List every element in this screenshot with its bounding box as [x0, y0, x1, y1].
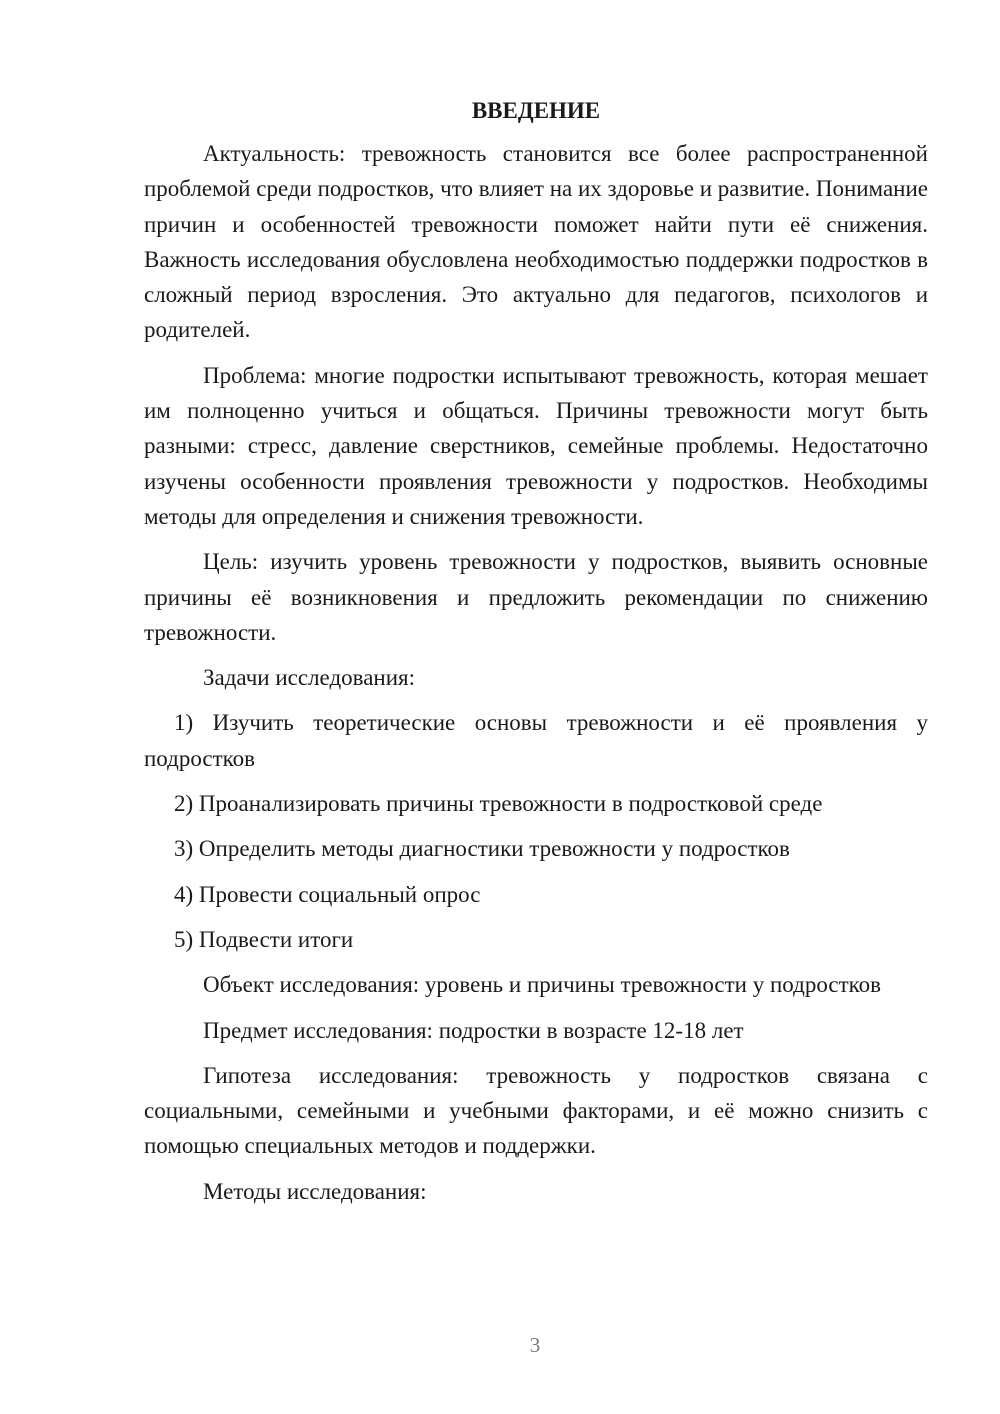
task-item: 2) Проанализировать причины тревожности в подростковой среде [174, 791, 823, 817]
task-item: 3) Определить методы диагностики тревожности у подростков [174, 836, 790, 862]
methods-heading: Методы исследования: [203, 1178, 427, 1204]
subject-paragraph: Предмет исследования: подростки в возрасте 12-18 лет [203, 1017, 744, 1043]
page-number: 3 [529, 1333, 541, 1357]
section-title: ВВЕДЕНИЕ [471, 98, 601, 123]
task-item: 5) Подвести итоги [174, 926, 354, 952]
task-item: 4) Провести социальный опрос [174, 881, 481, 907]
goal-paragraph: Цель: изучить уровень тревожности у подростков, выявить основные причины её возникновения и предложить рекомендации по снижению тревожности. [144, 549, 928, 645]
task-item: 1) Изучить теоретические основы тревожности и её проявления у подростков [144, 710, 928, 771]
tasks-heading: Задачи исследования: [203, 665, 416, 691]
relevance-paragraph: Актуальность: тревожность становится все более распространенной проблемой среди подростков, что влияет на их здоровье и развитие. Понимание причин и особенностей тревожности поможет найти пути её снижения. Важность исследования обусловлена необходимостью поддержки подростков в сложный период взросления. Это актуально для педагогов, психологов и родителей. [144, 141, 928, 343]
hypothesis-paragraph: Гипотеза исследования: тревожность у подростков связана с социальными, семейными и учебными факторами, и её можно снизить с помощью специальных методов и поддержки. [144, 1062, 928, 1159]
document-body [144, 93, 928, 1219]
problem-paragraph: Проблема: многие подростки испытывают тревожность, которая мешает им полноценно учиться и общаться. Причины тревожности могут быть разными: стресс, давление сверстников, семейные проблемы. Недостаточно изучены особенности проявления тревожности у подростков. Необходимы методы для определения и снижения тревожности. [144, 362, 928, 529]
object-paragraph: Объект исследования: уровень и причины тревожности у подростков [203, 972, 882, 998]
